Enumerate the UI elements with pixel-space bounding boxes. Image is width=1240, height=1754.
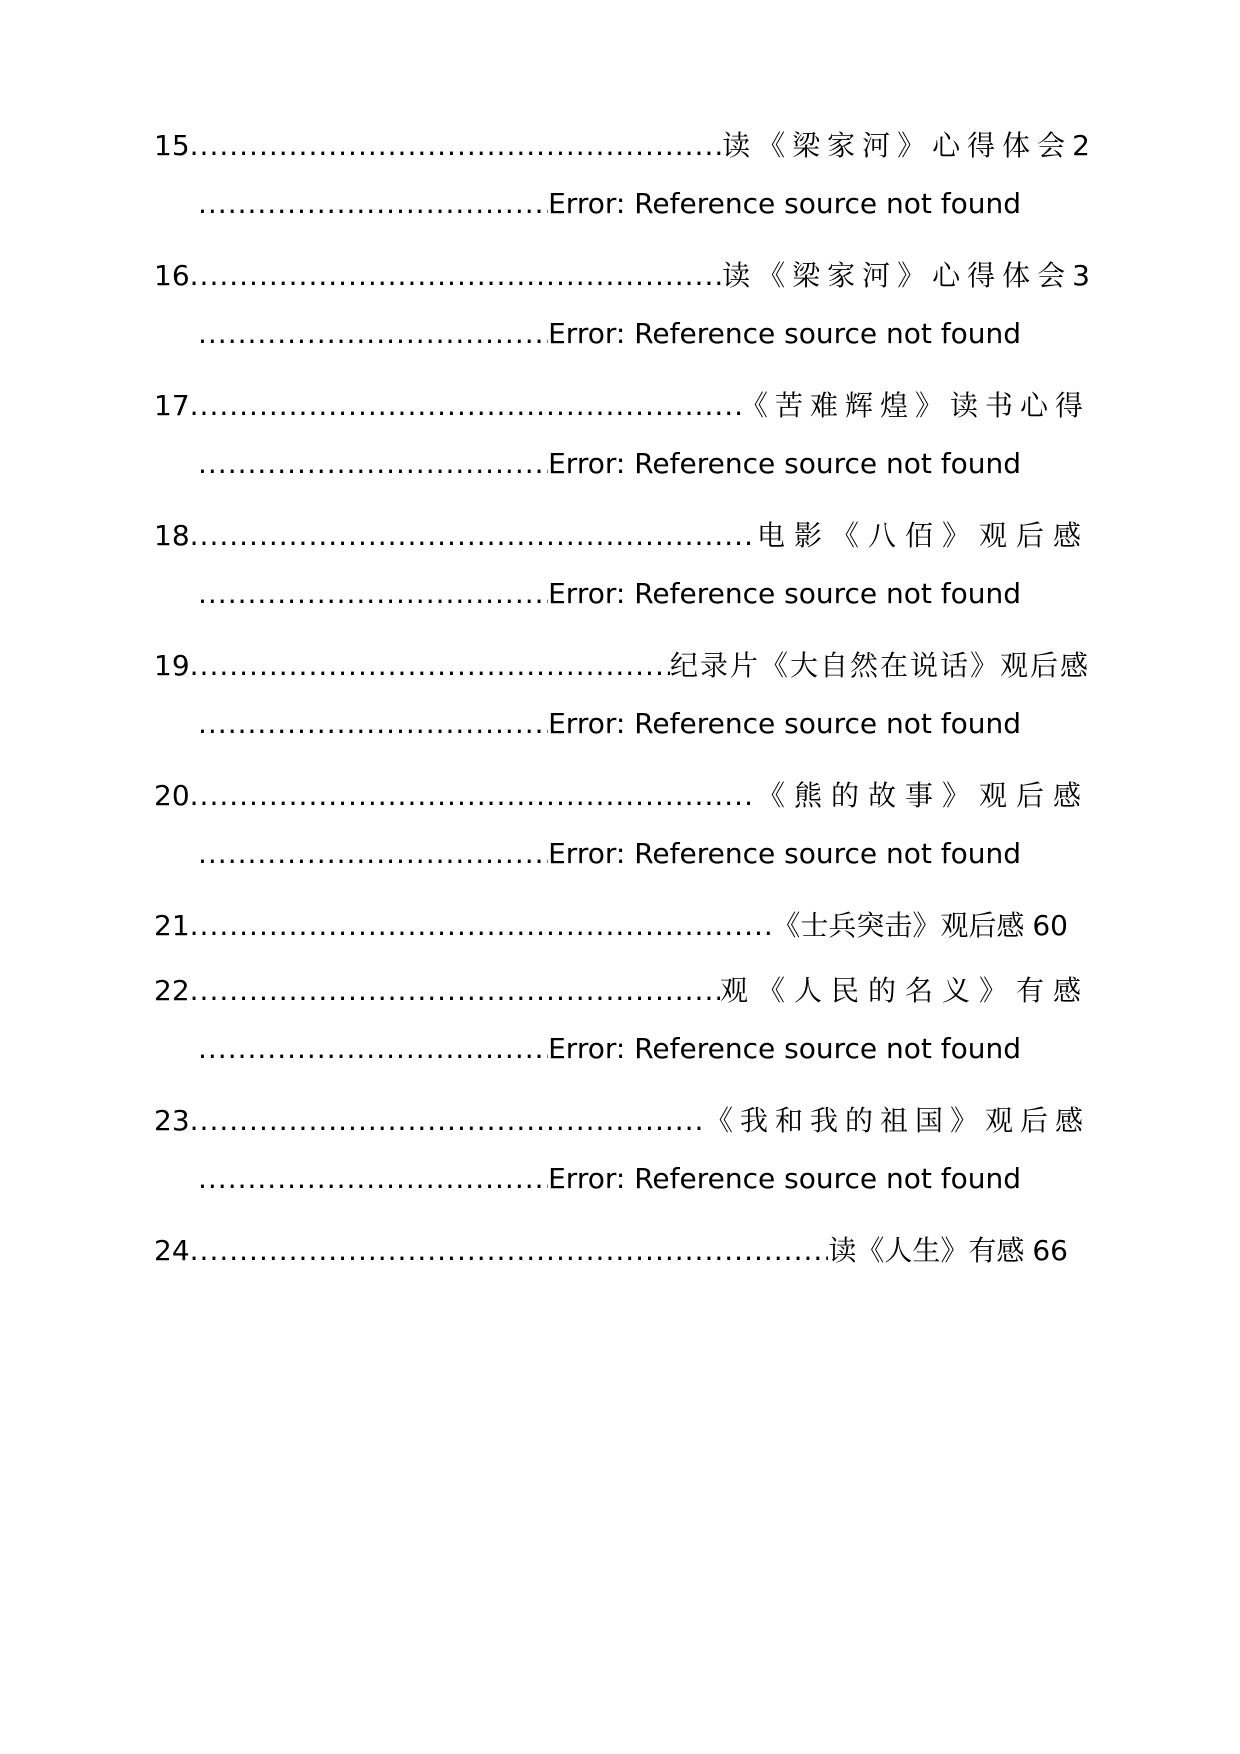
toc-leader-dots xyxy=(190,256,723,296)
toc-reference-error: Error: Reference source not found xyxy=(548,187,1021,220)
toc-reference-error: Error: Reference source not found xyxy=(548,577,1021,610)
toc-entry-title: 《我和我的祖国》观后感 xyxy=(704,1104,1090,1137)
toc-leader-dots xyxy=(198,1159,548,1199)
toc-reference-error: Error: Reference source not found xyxy=(548,317,1021,350)
toc-entry-19[interactable] xyxy=(154,646,1090,686)
toc-leader-dots xyxy=(190,1101,705,1141)
toc-entry-20[interactable] xyxy=(154,776,1090,816)
toc-reference-error: Error: Reference source not found xyxy=(548,1032,1021,1065)
toc-leader-dots xyxy=(198,314,548,354)
toc-entry-15-ref[interactable] xyxy=(198,184,1021,224)
toc-entry-number: 18 xyxy=(154,519,190,552)
toc-entry-number: 16 xyxy=(154,259,190,292)
toc-reference-error: Error: Reference source not found xyxy=(548,447,1021,480)
toc-leader-dots xyxy=(190,776,757,816)
toc-leader-dots xyxy=(190,386,740,426)
toc-entry-page: 66 xyxy=(1032,1234,1068,1267)
toc-entry-22-ref[interactable] xyxy=(198,1029,1021,1069)
toc-entry-title: 读《梁家河》心得体会 xyxy=(722,129,1073,162)
toc-entry-title: 《熊的故事》观后感 xyxy=(756,779,1090,812)
toc-leader-dots xyxy=(190,1231,829,1271)
toc-entry-17-ref[interactable] xyxy=(198,444,1021,484)
toc-entry-18[interactable] xyxy=(154,516,1090,556)
toc-leader-dots xyxy=(190,971,720,1011)
toc-leader-dots xyxy=(198,574,548,614)
toc-entry-title: 电影《八佰》观后感 xyxy=(756,519,1090,552)
toc-entry-19-ref[interactable] xyxy=(198,704,1021,744)
toc-leader-dots xyxy=(190,126,723,166)
toc-leader-dots xyxy=(198,1029,548,1069)
toc-leader-dots xyxy=(190,646,670,686)
toc-entry-title: 读《人生》有感 xyxy=(828,1234,1025,1267)
toc-entry-number: 24 xyxy=(154,1234,190,1267)
toc-entry-number: 15 xyxy=(154,129,190,162)
toc-entry-page: 2 xyxy=(1072,129,1090,162)
toc-entry-title: 纪录片《大自然在说话》观后感 xyxy=(669,649,1090,682)
toc-entry-number: 19 xyxy=(154,649,190,682)
toc-leader-dots xyxy=(190,516,757,556)
toc-reference-error: Error: Reference source not found xyxy=(548,707,1021,740)
toc-entry-number: 23 xyxy=(154,1104,190,1137)
toc-leader-dots xyxy=(198,184,548,224)
toc-entry-21[interactable] xyxy=(154,906,1068,946)
toc-entry-15[interactable] xyxy=(154,126,1090,166)
toc-entry-18-ref[interactable] xyxy=(198,574,1021,614)
toc-entry-22[interactable] xyxy=(154,971,1090,1011)
toc-leader-dots xyxy=(198,704,548,744)
toc-entry-17[interactable] xyxy=(154,386,1090,426)
toc-entry-23[interactable] xyxy=(154,1101,1090,1141)
toc-leader-dots xyxy=(198,444,548,484)
toc-entry-page: 60 xyxy=(1032,909,1068,942)
toc-entry-title: 观《人民的名义》有感 xyxy=(719,974,1090,1007)
toc-leader-dots xyxy=(198,834,548,874)
toc-entry-number: 17 xyxy=(154,389,190,422)
toc-entry-number: 21 xyxy=(154,909,190,942)
toc-reference-error: Error: Reference source not found xyxy=(548,837,1021,870)
toc-entry-24[interactable] xyxy=(154,1231,1068,1271)
toc-entry-title: 《苦难辉煌》读书心得 xyxy=(739,389,1090,422)
toc-entry-title: 读《梁家河》心得体会 xyxy=(722,259,1073,292)
toc-entry-number: 20 xyxy=(154,779,190,812)
toc-entry-16-ref[interactable] xyxy=(198,314,1021,354)
toc-reference-error: Error: Reference source not found xyxy=(548,1162,1021,1195)
toc-entry-16[interactable] xyxy=(154,256,1090,296)
toc-entry-page: 3 xyxy=(1072,259,1090,292)
toc-entry-20-ref[interactable] xyxy=(198,834,1021,874)
toc-entry-title: 《士兵突击》观后感 xyxy=(772,909,1025,942)
toc-entry-number: 22 xyxy=(154,974,190,1007)
toc-leader-dots xyxy=(190,906,773,946)
toc-entry-23-ref[interactable] xyxy=(198,1159,1021,1199)
